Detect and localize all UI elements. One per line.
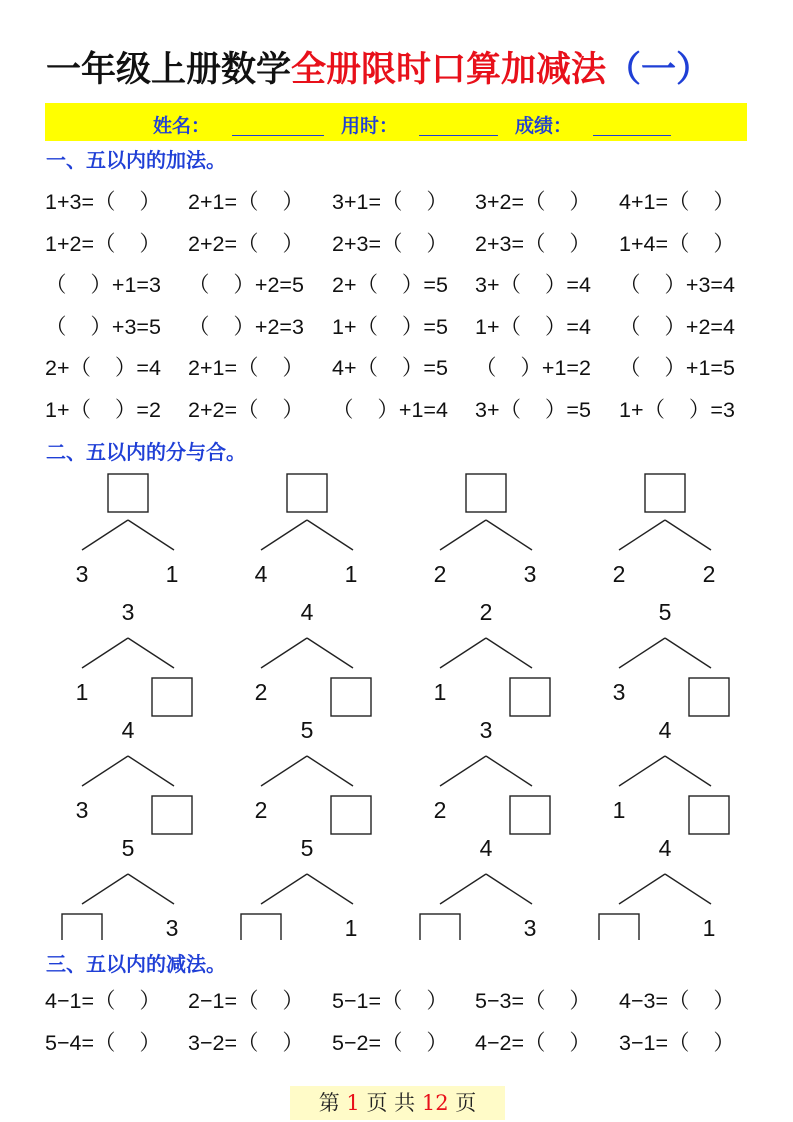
equation-row	[0, 312, 793, 342]
top-number: 4	[479, 835, 493, 861]
right-branch	[307, 756, 353, 786]
equation: 4+（ ）=5	[332, 356, 448, 380]
right-branch	[128, 874, 174, 904]
left-branch	[82, 638, 128, 668]
equation: 3+2=（ ）	[475, 190, 591, 214]
equation: 5−3=（ ）	[475, 989, 591, 1013]
right-branch	[665, 520, 711, 550]
decomposition-tree	[434, 599, 550, 716]
left-number: 1	[75, 679, 89, 705]
student-info-bar	[45, 103, 747, 141]
right-branch	[128, 638, 174, 668]
right-number: 3	[523, 561, 537, 587]
equation: 3−2=（ ）	[188, 1031, 304, 1055]
right-branch	[307, 874, 353, 904]
equation: （ ）+1=5	[619, 356, 735, 380]
decomposition-trees	[0, 470, 793, 940]
top-number: 5	[121, 835, 135, 861]
right-branch	[486, 756, 532, 786]
name-blank-line[interactable]	[232, 135, 324, 136]
footer-prefix: 第	[318, 1091, 347, 1115]
equation: 1+（ ）=4	[475, 314, 591, 339]
equation: （ ）+2=4	[619, 314, 735, 339]
decomposition-tree	[613, 474, 716, 587]
equation: 1+（ ）=5	[332, 314, 448, 339]
equation: 1+4=（ ）	[619, 231, 735, 256]
equation: 5−4=（ ）	[45, 1031, 161, 1055]
answer-box[interactable]	[152, 678, 192, 716]
section-addition-title: 一、五以内的加法。	[46, 148, 226, 172]
equation-row	[0, 270, 793, 300]
left-number: 2	[254, 679, 268, 705]
equation: 2+（ ）=4	[45, 356, 161, 380]
equation: 2+3=（ ）	[332, 231, 448, 256]
right-number: 1	[702, 915, 716, 940]
top-number: 5	[658, 599, 672, 625]
equation: 3−1=（ ）	[619, 1031, 735, 1055]
answer-box[interactable]	[331, 796, 371, 834]
equation-row	[0, 395, 793, 425]
answer-box[interactable]	[287, 474, 327, 512]
answer-box[interactable]	[152, 796, 192, 834]
top-number: 4	[300, 599, 314, 625]
decomposition-tree	[76, 474, 179, 587]
answer-box[interactable]	[241, 914, 281, 940]
equation: （ ）+1=2	[475, 356, 591, 380]
answer-box[interactable]	[510, 678, 550, 716]
left-branch	[82, 520, 128, 550]
top-number: 5	[300, 717, 314, 743]
score-label: 成绩：	[515, 115, 573, 137]
left-branch	[261, 638, 307, 668]
answer-box[interactable]	[331, 678, 371, 716]
answer-box[interactable]	[689, 796, 729, 834]
equation: 4+1=（ ）	[619, 190, 735, 214]
left-branch	[440, 874, 486, 904]
top-number: 4	[658, 835, 672, 861]
footer-page-number: 1	[346, 1091, 360, 1115]
title-grade-part: 一年级上册数学	[46, 49, 292, 90]
left-branch	[82, 874, 128, 904]
decomposition-tree	[420, 835, 536, 940]
top-number: 2	[479, 599, 493, 625]
equation: （ ）+3=5	[45, 314, 161, 339]
decomposition-tree	[434, 717, 550, 834]
right-branch	[486, 638, 532, 668]
right-branch	[486, 520, 532, 550]
equation: 3+（ ）=4	[475, 273, 591, 297]
title-topic-part: 全册限时口算加减法	[291, 49, 607, 90]
section-subtraction-title: 三、五以内的减法。	[46, 952, 226, 976]
left-number: 4	[254, 561, 268, 587]
left-number: 2	[433, 561, 447, 587]
equation: 4−1=（ ）	[45, 989, 161, 1013]
top-number: 3	[479, 717, 493, 743]
left-number: 2	[612, 561, 626, 587]
left-number: 3	[75, 797, 89, 823]
equation: 2+（ ）=5	[332, 273, 448, 297]
decomposition-tree	[434, 474, 537, 587]
left-branch	[619, 520, 665, 550]
equation: 1+3=（ ）	[45, 190, 161, 214]
equation-row	[0, 187, 793, 217]
equation: 5−1=（ ）	[332, 989, 448, 1013]
decomposition-tree	[613, 599, 729, 716]
footer-suffix: 页	[448, 1091, 477, 1115]
left-branch	[440, 520, 486, 550]
score-blank-line[interactable]	[593, 135, 671, 136]
left-number: 1	[612, 797, 626, 823]
right-branch	[128, 756, 174, 786]
equation: 1+（ ）=2	[45, 397, 161, 422]
answer-box[interactable]	[689, 678, 729, 716]
left-branch	[261, 874, 307, 904]
answer-box[interactable]	[108, 474, 148, 512]
title-number-part: （一）	[606, 49, 712, 90]
equation: 3+1=（ ）	[332, 190, 448, 214]
left-number: 3	[75, 561, 89, 587]
equation: 4−2=（ ）	[475, 1031, 591, 1055]
footer-total-pages: 12	[421, 1091, 449, 1115]
worksheet-title	[46, 44, 766, 96]
right-number: 1	[344, 561, 358, 587]
decomposition-tree	[255, 717, 371, 834]
right-branch	[665, 756, 711, 786]
equation-row	[0, 229, 793, 259]
equation: 1+2=（ ）	[45, 231, 161, 256]
right-number: 1	[165, 561, 179, 587]
equation-row	[0, 986, 793, 1016]
left-number: 2	[433, 797, 447, 823]
top-number: 4	[658, 717, 672, 743]
decomposition-tree	[241, 835, 357, 940]
section-decomposition-title: 二、五以内的分与合。	[46, 440, 246, 464]
equation: 2+3=（ ）	[475, 231, 591, 256]
left-branch	[261, 756, 307, 786]
right-branch	[486, 874, 532, 904]
equation-row	[0, 353, 793, 383]
equation: 2+2=（ ）	[188, 231, 304, 256]
answer-box[interactable]	[62, 914, 102, 940]
right-branch	[665, 874, 711, 904]
equation: 1+（ ）=3	[619, 397, 735, 422]
right-branch	[128, 520, 174, 550]
equation: 2+1=（ ）	[188, 356, 304, 380]
decomposition-tree	[599, 835, 715, 940]
left-branch	[619, 756, 665, 786]
left-number: 1	[433, 679, 447, 705]
right-number: 3	[165, 915, 179, 940]
answer-box[interactable]	[420, 914, 460, 940]
left-branch	[261, 520, 307, 550]
equation: （ ）+1=3	[45, 273, 161, 297]
name-label: 姓名：	[153, 115, 211, 137]
answer-box[interactable]	[466, 474, 506, 512]
equation: 4−3=（ ）	[619, 989, 735, 1013]
left-branch	[440, 756, 486, 786]
decomposition-tree	[255, 474, 358, 587]
right-branch	[665, 638, 711, 668]
decomposition-tree	[76, 717, 192, 834]
equation: （ ）+2=5	[188, 273, 304, 297]
equation: （ ）+3=4	[619, 273, 735, 297]
left-number: 2	[254, 797, 268, 823]
decomposition-tree	[76, 599, 192, 716]
top-number: 3	[121, 599, 135, 625]
right-branch	[307, 520, 353, 550]
page-footer	[290, 1086, 505, 1120]
equation: 2+2=（ ）	[188, 397, 304, 422]
equation: （ ）+2=3	[188, 314, 304, 339]
left-number: 3	[612, 679, 626, 705]
left-branch	[440, 638, 486, 668]
right-number: 2	[702, 561, 716, 587]
left-branch	[619, 874, 665, 904]
answer-box[interactable]	[599, 914, 639, 940]
equation: 2−1=（ ）	[188, 989, 304, 1013]
decomposition-tree	[62, 835, 178, 940]
equation: （ ）+1=4	[332, 397, 448, 422]
equation: 5−2=（ ）	[332, 1031, 448, 1055]
decomposition-tree	[613, 717, 729, 834]
top-number: 4	[121, 717, 135, 743]
footer-middle: 页 共	[359, 1091, 422, 1115]
answer-box[interactable]	[645, 474, 685, 512]
left-branch	[619, 638, 665, 668]
answer-box[interactable]	[510, 796, 550, 834]
top-number: 5	[300, 835, 314, 861]
right-number: 3	[523, 915, 537, 940]
right-number: 1	[344, 915, 358, 940]
equation: 2+1=（ ）	[188, 190, 304, 214]
equation-row	[0, 1028, 793, 1058]
time-label: 用时：	[341, 115, 399, 137]
equation: 3+（ ）=5	[475, 397, 591, 422]
time-blank-line[interactable]	[419, 135, 498, 136]
right-branch	[307, 638, 353, 668]
left-branch	[82, 756, 128, 786]
decomposition-tree	[255, 599, 371, 716]
